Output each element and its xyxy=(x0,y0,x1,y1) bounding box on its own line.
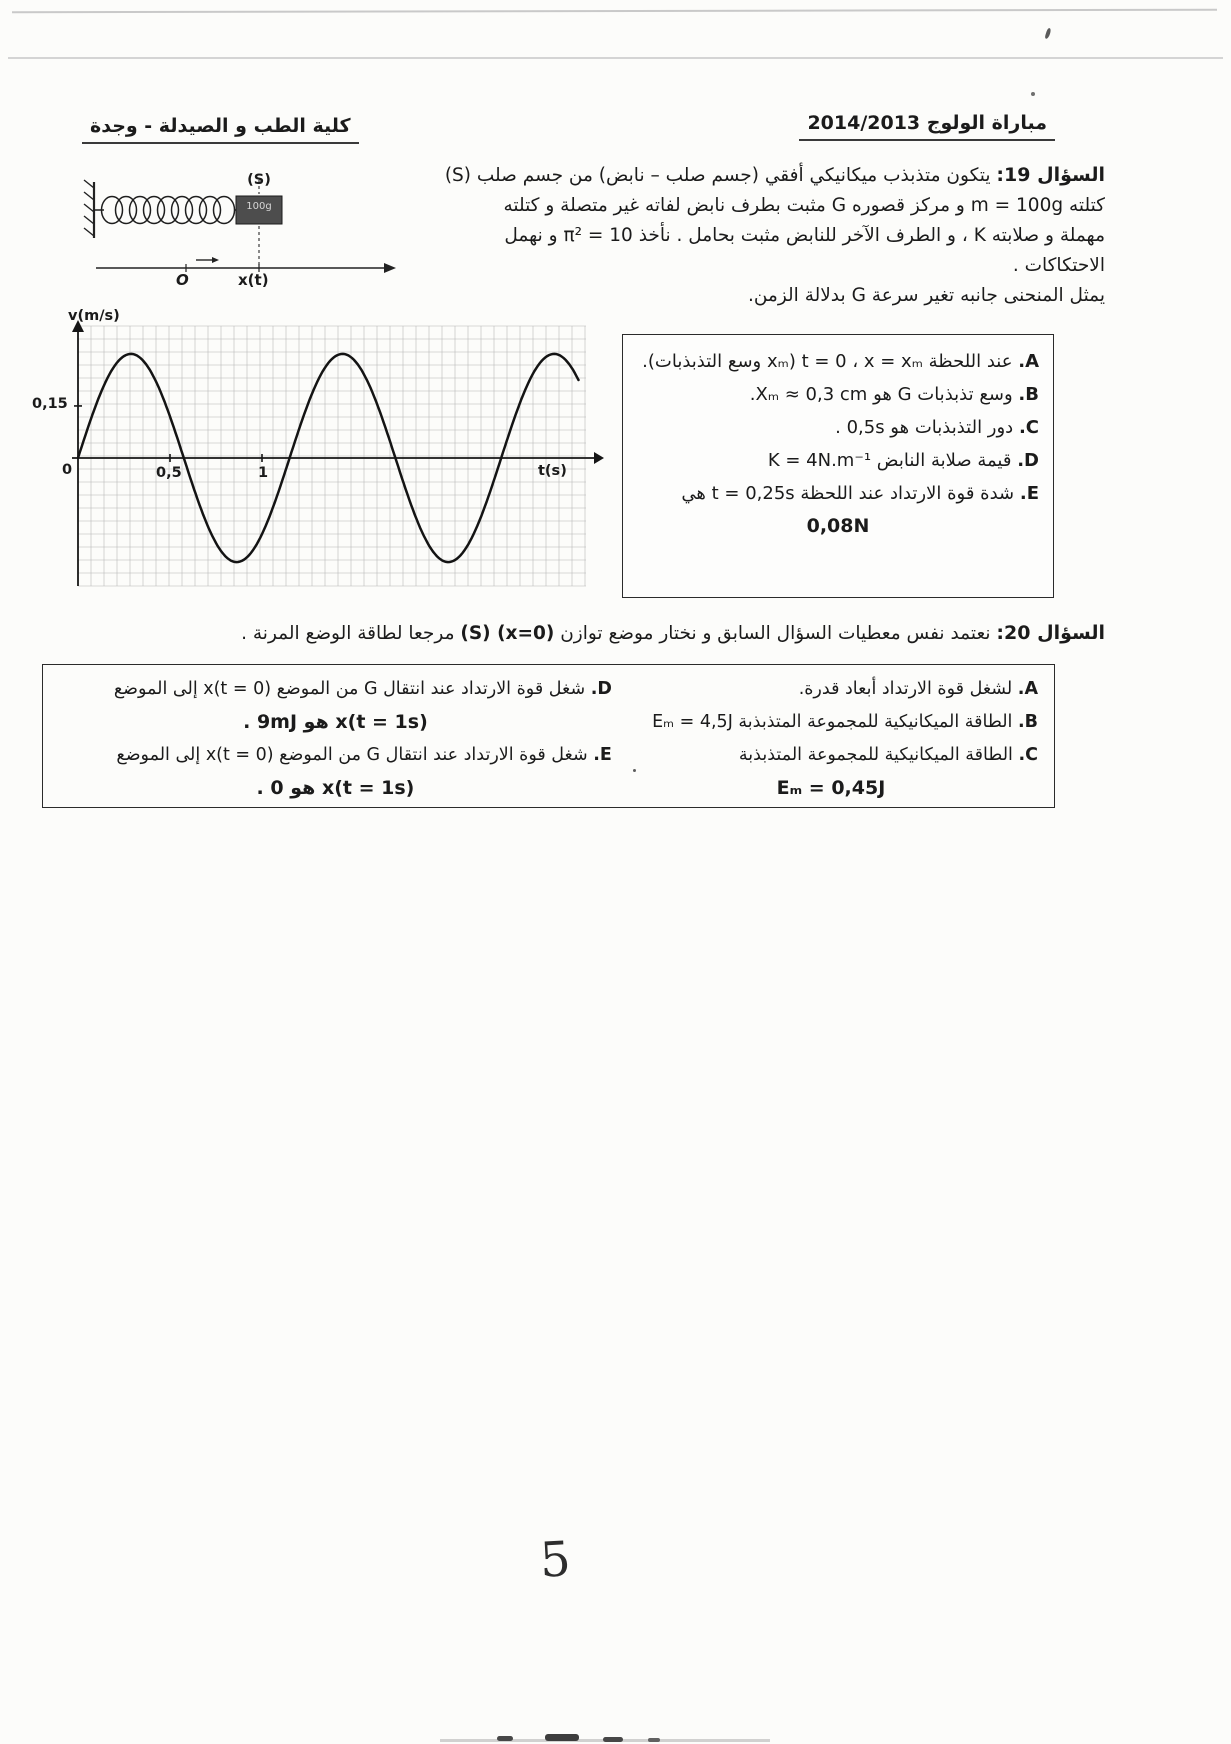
velocity-time-plot xyxy=(30,318,610,618)
option-letter: B. xyxy=(1018,384,1039,405)
option-letter: A. xyxy=(1017,679,1038,699)
intro-line-1 xyxy=(405,160,1105,191)
option-text: الطاقة الميكانيكية للمجموعة المتذبذبة Eₘ = 4,5J xyxy=(652,712,1013,732)
option-letter: C. xyxy=(1018,417,1039,438)
figure-position-label: x(t) xyxy=(238,271,269,289)
option-text: لشغل قوة الارتداد أبعاد قدرة. xyxy=(798,679,1013,699)
scan-artifact-mark xyxy=(1044,28,1051,40)
option-text: وسع تذبذبات G هو Xₘ ≈ 0,3 cm. xyxy=(749,384,1013,405)
option-20-e-value: x(t = 1s) هو 0 . xyxy=(256,777,415,799)
intro-text-1: يتكون متذبذب ميكانيكي أفقي (جسم صلب – نابض) من جسم صلب (S) xyxy=(444,165,991,186)
question-19-options-box xyxy=(622,334,1054,598)
header-faculty-title: كلية الطب و الصيدلة - وجدة xyxy=(82,115,359,144)
scan-smudge xyxy=(603,1737,623,1742)
option-text: الطاقة الميكانيكية للمجموعة المتذبذبة xyxy=(738,745,1013,765)
unit-vector-arrowhead xyxy=(212,257,219,263)
option-20-c xyxy=(624,741,1038,770)
grid-lines xyxy=(78,326,586,586)
intro-line-3: مهملة و صلابته K ، و الطرف الآخر للنابض مثبت بحامل . نأخذ π² = 10 و نهمل xyxy=(504,225,1105,246)
option-text: عند اللحظة t = 0 ، x = xₘ (xₘ وسع التذبذبات). xyxy=(642,351,1013,372)
option-20-e xyxy=(59,741,612,770)
option-letter: A. xyxy=(1018,351,1039,372)
option-20-b xyxy=(624,708,1038,737)
question-19-label: السؤال 19: xyxy=(996,164,1105,186)
option-letter: D. xyxy=(1017,450,1039,471)
option-letter: E. xyxy=(1019,483,1039,504)
x-tick-label-05: 0,5 xyxy=(156,465,182,481)
scan-artifact-line xyxy=(12,9,1217,14)
option-text: قيمة صلابة النابض K = 4N.m⁻¹ xyxy=(767,450,1012,471)
option-19-c xyxy=(637,413,1039,442)
option-20-a xyxy=(624,675,1038,704)
header-exam-title: مباراة الولوج 2014/2013 xyxy=(799,112,1055,141)
options-column-de xyxy=(53,675,618,797)
figure-block-mass: 100g xyxy=(246,201,272,212)
option-19-d xyxy=(637,446,1039,475)
question-20-options-box xyxy=(42,664,1055,808)
scan-artifact-dot xyxy=(1031,92,1035,96)
option-text: شغل قوة الارتداد عند انتقال G من الموضع x(t = 0) إلى الموضع xyxy=(116,745,588,765)
question-19-intro xyxy=(405,160,1105,311)
option-20-c-value: Eₘ = 0,45J xyxy=(776,777,886,799)
y-axis-label: v(m/s) xyxy=(68,308,120,324)
question-20-label: السؤال 20: xyxy=(996,622,1105,644)
option-19-e xyxy=(637,479,1039,508)
spring-mass-figure xyxy=(80,172,410,294)
question-20-text-a: نعتمد نفس معطيات السؤال السابق و نختار موضع توازن xyxy=(560,623,991,644)
option-text: دور التذبذبات هو 0,5s . xyxy=(835,417,1014,438)
question-20-heading xyxy=(105,622,1105,644)
x-axis-arrowhead xyxy=(384,263,396,273)
origin-label: 0 xyxy=(62,462,73,478)
x-axis-label: t(s) xyxy=(538,463,567,479)
figure-origin-label: O xyxy=(176,271,189,289)
intro-line-4: الاحتكاكات . xyxy=(1012,255,1105,276)
scan-smudge xyxy=(648,1738,660,1742)
option-text: شغل قوة الارتداد عند انتقال G من الموضع x(t = 0) إلى الموضع xyxy=(113,679,586,699)
spring-coils xyxy=(94,197,238,224)
option-19-a xyxy=(637,347,1039,376)
option-19-e-value: 0,08N xyxy=(806,515,870,537)
velocity-time-graph xyxy=(30,308,620,623)
intro-line-2: كتلته m = 100g و مركز قصوره G مثبت بطرف نابض لفاته غير متصلة و كتلته xyxy=(503,195,1105,216)
y-tick-label: 0,15 xyxy=(32,396,68,412)
scan-smudge xyxy=(497,1736,513,1741)
option-19-b xyxy=(637,380,1039,409)
scan-artifact-line xyxy=(8,57,1223,59)
question-20-bold: (x=0) (S) xyxy=(460,623,555,644)
option-text: شدة قوة الارتداد عند اللحظة t = 0,25s هي xyxy=(681,483,1015,504)
wall-hatching xyxy=(84,180,94,238)
option-letter: E. xyxy=(593,745,612,765)
options-column-abc xyxy=(618,675,1044,797)
option-letter: B. xyxy=(1018,712,1038,732)
scan-smudge xyxy=(545,1734,579,1741)
page-number: 5 xyxy=(538,1531,572,1589)
option-letter: C. xyxy=(1018,745,1038,765)
x-tick-label-1: 1 xyxy=(258,465,269,481)
figure-block-label: (S) xyxy=(247,172,271,188)
graph-caption: يمثل المنحنى جانبه تغير سرعة G بدلالة الزمن. xyxy=(747,285,1105,306)
option-20-d xyxy=(59,675,612,704)
option-20-d-value: x(t = 1s) هو 9mJ . xyxy=(243,711,428,733)
option-letter: D. xyxy=(590,679,612,699)
question-20-text-b: مرجعا لطاقة الوضع المرنة . xyxy=(241,623,455,644)
